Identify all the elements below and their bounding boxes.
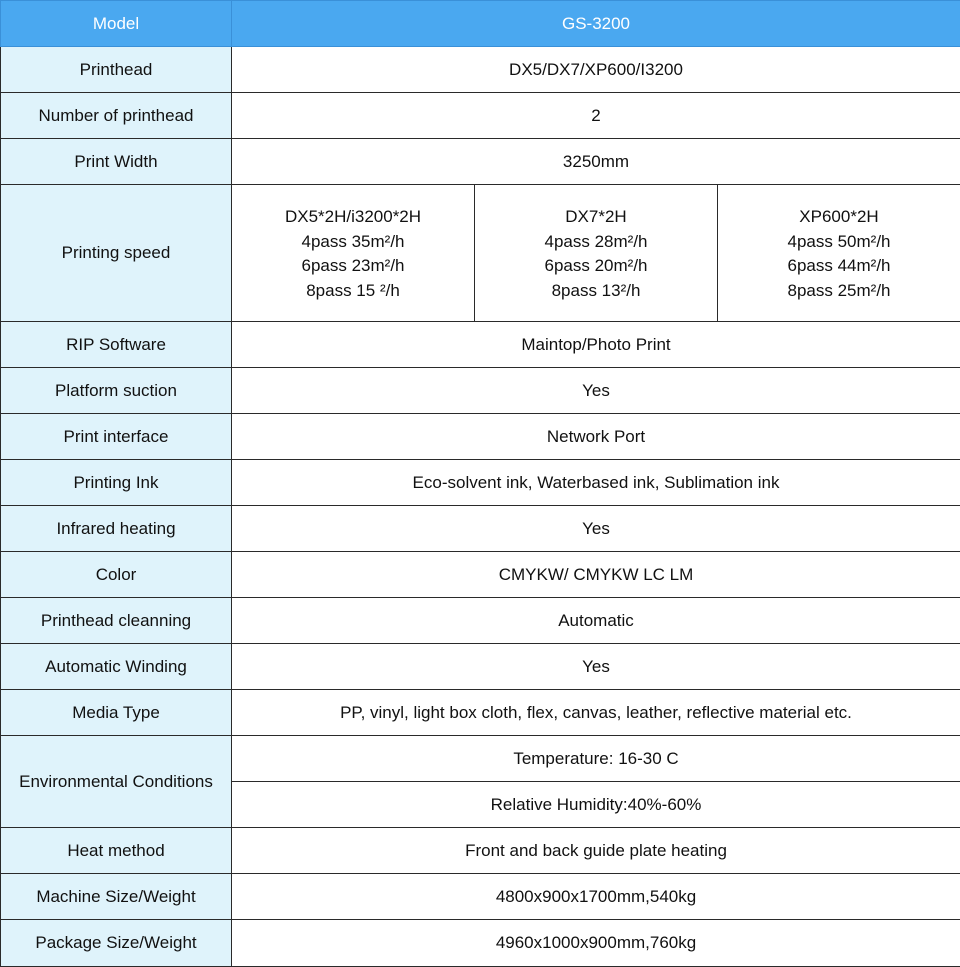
speed-4pass: 4pass 28m²/h bbox=[481, 230, 711, 255]
speed-6pass: 6pass 44m²/h bbox=[724, 254, 954, 279]
printing-ink-label: Printing Ink bbox=[1, 460, 232, 506]
row-color bbox=[1, 552, 960, 598]
speed-head: DX7*2H bbox=[481, 205, 711, 230]
rip-software-label: RIP Software bbox=[1, 322, 232, 368]
row-package-size bbox=[1, 920, 960, 967]
humidity-value: Relative Humidity:40%-60% bbox=[232, 782, 960, 828]
print-interface-value: Network Port bbox=[232, 414, 960, 460]
print-width-label: Print Width bbox=[1, 139, 232, 185]
media-type-label: Media Type bbox=[1, 690, 232, 736]
speed-6pass: 6pass 23m²/h bbox=[238, 254, 468, 279]
row-heat-method bbox=[1, 828, 960, 874]
infrared-heating-value: Yes bbox=[232, 506, 960, 552]
media-type-value: PP, vinyl, light box cloth, flex, canvas, leather, reflective material etc. bbox=[232, 690, 960, 736]
row-printing-speed bbox=[1, 185, 960, 322]
speed-cell-dx5 bbox=[232, 185, 475, 322]
environmental-conditions-label: Environmental Conditions bbox=[1, 736, 232, 828]
automatic-winding-value: Yes bbox=[232, 644, 960, 690]
row-printing-ink bbox=[1, 460, 960, 506]
row-print-interface bbox=[1, 414, 960, 460]
speed-6pass: 6pass 20m²/h bbox=[481, 254, 711, 279]
printhead-value: DX5/DX7/XP600/I3200 bbox=[232, 47, 960, 93]
row-rip-software bbox=[1, 322, 960, 368]
machine-size-value: 4800x900x1700mm,540kg bbox=[232, 874, 960, 920]
speed-head: XP600*2H bbox=[724, 205, 954, 230]
speed-8pass: 8pass 15 ²/h bbox=[238, 279, 468, 304]
model-value: GS-3200 bbox=[232, 1, 960, 47]
row-printhead-cleaning bbox=[1, 598, 960, 644]
speed-8pass: 8pass 13²/h bbox=[481, 279, 711, 304]
printing-ink-value: Eco-solvent ink, Waterbased ink, Sublimation ink bbox=[232, 460, 960, 506]
package-size-label: Package Size/Weight bbox=[1, 920, 232, 967]
row-platform-suction bbox=[1, 368, 960, 414]
color-value: CMYKW/ CMYKW LC LM bbox=[232, 552, 960, 598]
platform-suction-label: Platform suction bbox=[1, 368, 232, 414]
infrared-heating-label: Infrared heating bbox=[1, 506, 232, 552]
speed-8pass: 8pass 25m²/h bbox=[724, 279, 954, 304]
package-size-value: 4960x1000x900mm,760kg bbox=[232, 920, 960, 967]
row-number-of-printhead bbox=[1, 93, 960, 139]
row-printhead bbox=[1, 47, 960, 93]
temperature-value: Temperature: 16-30 C bbox=[232, 736, 960, 782]
row-automatic-winding bbox=[1, 644, 960, 690]
number-of-printhead-label: Number of printhead bbox=[1, 93, 232, 139]
printing-speed-label: Printing speed bbox=[1, 185, 232, 322]
row-infrared-heating bbox=[1, 506, 960, 552]
heat-method-value: Front and back guide plate heating bbox=[232, 828, 960, 874]
speed-cell-dx7 bbox=[475, 185, 718, 322]
row-print-width bbox=[1, 139, 960, 185]
platform-suction-value: Yes bbox=[232, 368, 960, 414]
printhead-cleaning-label: Printhead cleanning bbox=[1, 598, 232, 644]
print-interface-label: Print interface bbox=[1, 414, 232, 460]
machine-size-label: Machine Size/Weight bbox=[1, 874, 232, 920]
row-environment-temperature bbox=[1, 736, 960, 782]
header-row bbox=[1, 1, 960, 47]
print-width-value: 3250mm bbox=[232, 139, 960, 185]
row-machine-size bbox=[1, 874, 960, 920]
row-media-type bbox=[1, 690, 960, 736]
automatic-winding-label: Automatic Winding bbox=[1, 644, 232, 690]
speed-head: DX5*2H/i3200*2H bbox=[238, 205, 468, 230]
model-label: Model bbox=[1, 1, 232, 47]
heat-method-label: Heat method bbox=[1, 828, 232, 874]
rip-software-value: Maintop/Photo Print bbox=[232, 322, 960, 368]
speed-4pass: 4pass 35m²/h bbox=[238, 230, 468, 255]
printhead-cleaning-value: Automatic bbox=[232, 598, 960, 644]
speed-cell-xp600 bbox=[718, 185, 960, 322]
speed-4pass: 4pass 50m²/h bbox=[724, 230, 954, 255]
printhead-label: Printhead bbox=[1, 47, 232, 93]
color-label: Color bbox=[1, 552, 232, 598]
number-of-printhead-value: 2 bbox=[232, 93, 960, 139]
